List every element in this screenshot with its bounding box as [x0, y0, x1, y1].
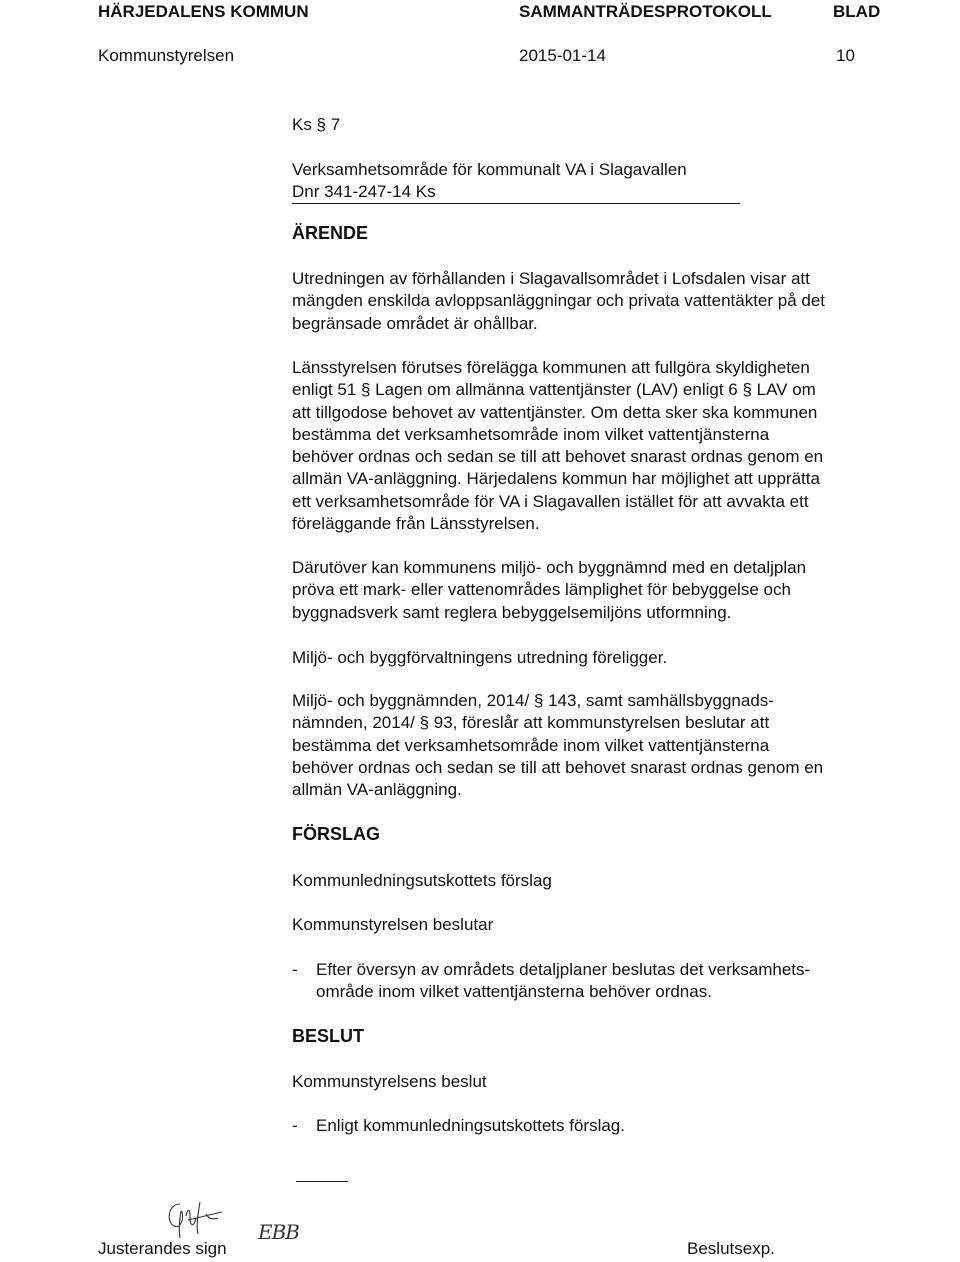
handwritten-signature	[160, 1198, 230, 1242]
forslag-intro: Kommunstyrelsen beslutar	[292, 915, 494, 934]
blad-label: BLAD	[833, 2, 881, 21]
text-line: mängden enskilda avloppsanläggningar och privata vattentäkter på det	[292, 291, 826, 311]
text-line: ett verksamhetsområde för VA i Slagavallen istället för att avvakta ett	[292, 491, 809, 511]
text-line: att tillgodose behovet av vattentjänster. Om detta sker ska kommunen	[292, 402, 818, 422]
text-line: bestämma det verksamhetsområde inom vilket vattentjänsterna	[292, 424, 770, 444]
text-line: enligt 51 § Lagen om allmänna vattentjänster (LAV) enligt 6 § LAV om	[292, 380, 816, 400]
text-line: område inom vilket vattentjänsterna behöver ordnas.	[316, 982, 712, 1001]
list-dash: -	[292, 960, 298, 979]
paragraph-reference: Ks § 7	[292, 115, 341, 134]
text-line: behöver ordnas och sedan se till att behovet snarast ordnas genom en	[292, 447, 824, 467]
text-line: Därutöver kan kommunens miljö- och byggnämnd med en detaljplan	[292, 558, 807, 577]
section-title: Verksamhetsområde för kommunalt VA i Slagavallen	[292, 160, 687, 179]
text-line: Utredningen av förhållanden i Slagavallsområdet i Lofsdalen visar att	[292, 269, 810, 288]
document-type: SAMMANTRÄDESPROTOKOLL	[519, 2, 772, 21]
arende-paragraph-5	[292, 690, 892, 801]
text-line: bestämma det verksamhetsområde inom vilket vattentjänsterna	[292, 735, 770, 755]
text-line: Miljö- och byggförvaltningens utredning föreligger.	[292, 648, 668, 667]
arende-paragraph-4	[292, 647, 892, 669]
text-line: allmän VA-anläggning. Härjedalens kommun har möjlighet att upprätta	[292, 469, 820, 489]
title-underline	[292, 203, 740, 204]
arende-paragraph-1	[292, 268, 892, 335]
arende-paragraph-2	[292, 357, 892, 535]
handwritten-initials: EBB	[258, 1220, 299, 1244]
beslut-intro: Kommunstyrelsens beslut	[292, 1072, 487, 1091]
forslag-source: Kommunledningsutskottets förslag	[292, 871, 552, 890]
text-line: allmän VA-anläggning.	[292, 780, 462, 800]
text-line: nämnden, 2014/ § 93, föreslår att kommunstyrelsen beslutar att	[292, 713, 770, 733]
text-line: begränsade området är ohållbar.	[292, 313, 538, 333]
organization-name: HÄRJEDALENS KOMMUN	[98, 2, 309, 21]
forslag-list-item	[292, 959, 892, 1005]
beslut-list-item	[292, 1115, 892, 1139]
beslutsexp-label: Beslutsexp.	[687, 1239, 775, 1258]
diary-number: Dnr 341-247-14 Ks	[292, 182, 436, 201]
beslut-heading: BESLUT	[292, 1026, 364, 1046]
text-line: Efter översyn av områdets detaljplaner beslutas det verksamhets-	[316, 960, 811, 979]
arende-heading: ÄRENDE	[292, 223, 369, 243]
page-number: 10	[836, 46, 855, 65]
closing-rule	[296, 1181, 348, 1182]
arende-paragraph-3	[292, 557, 892, 624]
text-line: byggnadsverk samt reglera bebyggelsemiljöns utformning.	[292, 602, 732, 622]
text-line: Länsstyrelsen förutses förelägga kommunen att fullgöra skyldigheten	[292, 358, 810, 377]
text-line: Enligt kommunledningsutskottets förslag.	[316, 1116, 625, 1135]
forslag-heading: FÖRSLAG	[292, 824, 380, 844]
text-line: behöver ordnas och sedan se till att behovet snarast ordnas genom en	[292, 757, 824, 777]
text-line: pröva ett mark- eller vattenområdes lämplighet för bebyggelse och	[292, 580, 791, 600]
meeting-date: 2015-01-14	[519, 46, 606, 65]
text-line: föreläggande från Länsstyrelsen.	[292, 514, 540, 534]
text-line: Miljö- och byggnämnden, 2014/ § 143, samt samhällsbyggnads-	[292, 691, 774, 710]
list-dash: -	[292, 1116, 298, 1135]
committee-name: Kommunstyrelsen	[98, 46, 235, 65]
justerandes-sign-label: Justerandes sign	[98, 1239, 227, 1258]
